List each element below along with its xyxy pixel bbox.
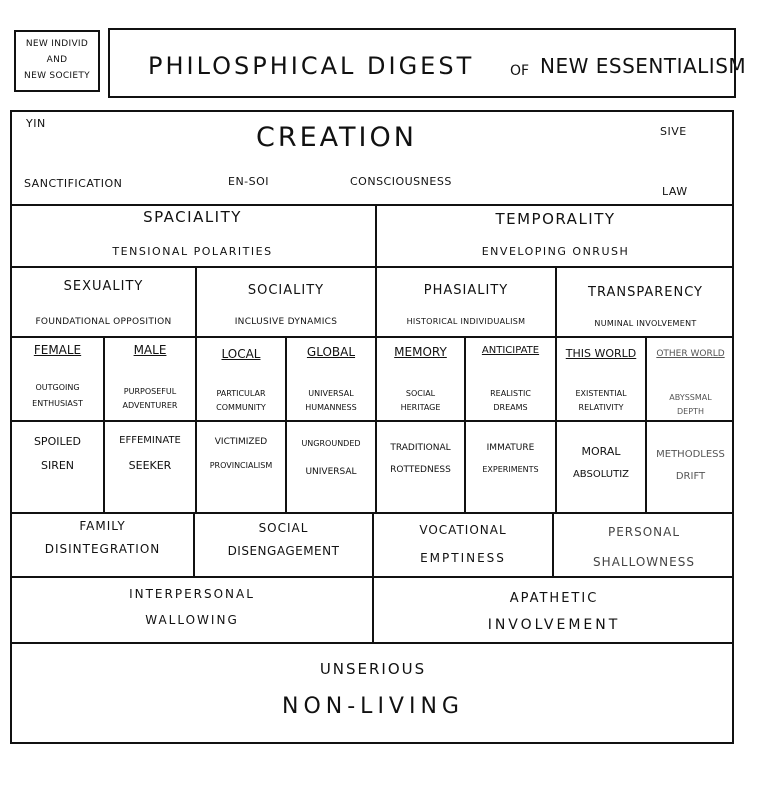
female-l1: OUTGOING	[35, 383, 80, 392]
logo-line-3: NEW SOCIETY	[24, 71, 90, 81]
effeminate-l1: EFFEMINATE	[119, 435, 181, 446]
female-title: FEMALE	[33, 343, 82, 357]
title-rest: NEW ESSENTIALISM	[540, 54, 747, 78]
otherworld-l2: DEPTH	[677, 407, 704, 416]
divider-7	[10, 642, 734, 644]
global-l2: HUMANNESS	[305, 403, 357, 412]
title-of: OF	[510, 63, 530, 79]
vdiv-f	[464, 336, 466, 512]
creation-title: CREATION	[256, 122, 417, 153]
victimized-l2: PROVINCIALISM	[209, 461, 273, 470]
ensoi-label: EN-SOI	[228, 175, 270, 188]
yang-label: SIVE	[660, 125, 687, 138]
otherworld-l1: ABYSSMAL	[669, 393, 712, 402]
global-l1: UNIVERSAL	[308, 389, 354, 398]
anticipate-l2: DREAMS	[493, 403, 528, 412]
anticipate-l1: REALISTIC	[490, 389, 531, 398]
thisworld-l1: EXISTENTIAL	[575, 389, 627, 398]
yin-label: YIN	[26, 117, 46, 130]
nonliving-l2: NON-LIVING	[282, 694, 464, 719]
immature-l2: EXPERIMENTS	[482, 465, 539, 474]
social-l2: DISENGAGEMENT	[227, 544, 340, 558]
logo-line-1: NEW INDIVID	[25, 39, 89, 49]
vdiv-k	[372, 576, 374, 642]
memory-l2: HERITAGE	[400, 403, 441, 412]
consciousness-label: CONSCIOUSNESS	[350, 175, 452, 188]
personal-l1: PERSONAL	[607, 525, 681, 539]
spaciality-title: SPACIALITY	[143, 208, 242, 226]
anticipate-title: ANTICIPATE	[481, 345, 540, 356]
interpersonal-l1: INTERPERSONAL	[129, 587, 255, 601]
vdiv-i	[372, 512, 374, 576]
apathetic-l1: APATHETIC	[509, 591, 599, 606]
page-title: PHILOSPHICAL DIGEST	[148, 52, 475, 80]
female-l2: ENTHUSIAST	[32, 399, 83, 408]
phasiality-sub: HISTORICAL INDIVIDUALISM	[406, 317, 526, 326]
family-l2: DISINTEGRATION	[44, 542, 161, 556]
phasiality-title: PHASIALITY	[423, 283, 509, 298]
vdiv-a	[195, 266, 197, 512]
methodless-l2: DRIFT	[675, 471, 706, 482]
divider-4	[10, 420, 734, 422]
memory-title: MEMORY	[394, 345, 447, 359]
thisworld-title: THIS WORLD	[565, 347, 637, 360]
sociality-sub: INCLUSIVE DYNAMICS	[234, 317, 338, 327]
male-l2: ADVENTURER	[122, 401, 178, 410]
spoiled-l1: SPOILED	[33, 435, 82, 448]
transparency-title: TRANSPARENCY	[588, 285, 703, 300]
vdiv-e	[285, 336, 287, 512]
sexuality-sub: FOUNDATIONAL OPPOSITION	[35, 317, 172, 327]
social-l1: SOCIAL	[258, 521, 309, 535]
temporality-sub: ENVELOPING ONRUSH	[481, 245, 630, 258]
global-title: GLOBAL	[306, 345, 356, 359]
moral-l1: MORAL	[581, 445, 621, 458]
vdiv-d	[103, 336, 105, 512]
otherworld-title: OTHER WORLD	[656, 349, 725, 359]
local-l1: PARTICULAR	[216, 389, 266, 398]
vdiv-b	[375, 266, 377, 512]
memory-l1: SOCIAL	[405, 389, 436, 398]
apathetic-l2: INVOLVEMENT	[487, 617, 621, 633]
sociality-title: SOCIALITY	[247, 283, 325, 298]
local-l2: COMMUNITY	[216, 403, 266, 412]
male-l1: PURPOSEFUL	[123, 387, 177, 396]
logo-box	[14, 30, 100, 92]
transparency-sub: NUMINAL INVOLVEMENT	[594, 319, 697, 328]
effeminate-l2: SEEKER	[128, 459, 172, 472]
moral-l2: ABSOLUTIZ	[572, 469, 630, 480]
ungrounded-l2: UNIVERSAL	[305, 467, 357, 477]
spaciality-sub: TENSIONAL POLARITIES	[112, 245, 273, 258]
title-box	[108, 28, 747, 98]
victimized-l1: VICTIMIZED	[214, 437, 268, 447]
temporality-title: TEMPORALITY	[495, 210, 616, 228]
law-label: LAW	[662, 185, 688, 198]
unserious-l1: UNSERIOUS	[319, 660, 427, 678]
spoiled-l2: SIREN	[40, 459, 75, 472]
ungrounded-l1: UNGROUNDED	[301, 439, 361, 448]
family-l1: FAMILY	[79, 519, 126, 533]
methodless-l1: METHODLESS	[656, 449, 725, 460]
vocational-l2: EMPTINESS	[420, 551, 506, 565]
traditional-l1: TRADITIONAL	[390, 443, 451, 453]
personal-l2: SHALLOWNESS	[593, 555, 695, 569]
logo-line-2: AND	[46, 55, 68, 65]
sexuality-title: SEXUALITY	[63, 279, 144, 294]
divider-3	[10, 336, 734, 338]
sanctification-label: SANCTIFICATION	[24, 177, 123, 190]
vdiv-g	[645, 336, 647, 512]
thisworld-l2: RELATIVITY	[578, 403, 624, 412]
interpersonal-l2: WALLOWING	[145, 613, 239, 627]
local-title: LOCAL	[221, 347, 261, 361]
immature-l1: IMMATURE	[486, 443, 535, 453]
vocational-l1: VOCATIONAL	[419, 523, 507, 537]
traditional-l2: ROTTEDNESS	[390, 465, 451, 475]
divider-1	[10, 204, 734, 206]
divider-2	[10, 266, 734, 268]
male-title: MALE	[133, 343, 167, 357]
